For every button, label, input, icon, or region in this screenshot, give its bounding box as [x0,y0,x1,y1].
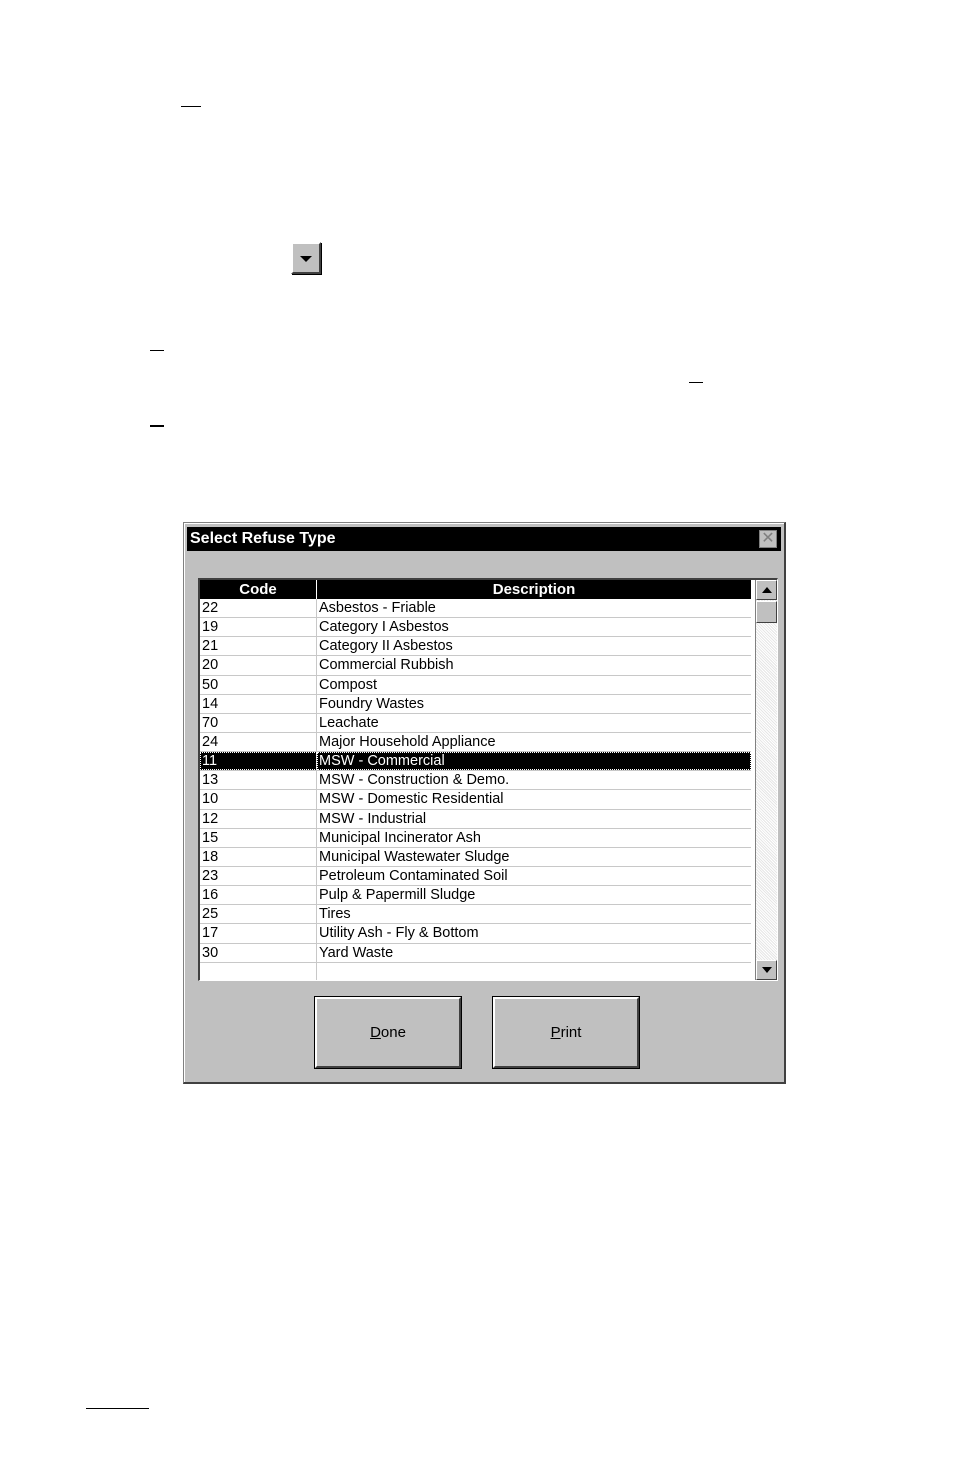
chevron-down-icon [300,256,312,262]
cell-code: 14 [200,695,317,713]
arrow-down-icon [762,967,772,973]
page-mark [150,350,164,351]
cell-description: Pulp & Papermill Sludge [319,887,476,904]
page-mark [181,106,201,107]
cell-description: MSW - Industrial [319,810,427,827]
table-row[interactable] [200,637,751,656]
print-button[interactable]: P rint [493,997,639,1068]
page-footer-rule [86,1408,149,1409]
cell-code: 18 [200,848,317,866]
cell-code: 12 [200,810,317,828]
table-row[interactable] [200,695,751,714]
cell-description: MSW - Construction & Demo. [319,772,510,789]
cell-code: 10 [200,790,317,808]
cell-code: 25 [200,905,317,923]
cell-description: MSW - Domestic Residential [319,791,504,808]
table-row[interactable] [200,886,751,905]
cell-description: Major Household Appliance [319,733,496,750]
table-row[interactable] [200,867,751,886]
cell-description: Compost [319,676,378,693]
cell-code: 13 [200,771,317,789]
cell-code: 19 [200,618,317,636]
table-row[interactable] [200,771,751,790]
cell-description: MSW - Commercial [317,752,751,770]
cell-code: 15 [200,829,317,847]
select-refuse-type-dialog [183,522,786,1084]
table-row[interactable] [200,599,751,618]
cell-description: Foundry Wastes [319,695,425,712]
empty-row [200,963,751,981]
table-row[interactable] [200,924,751,943]
dropdown-button[interactable] [291,242,321,274]
table-row[interactable] [200,790,751,809]
table-row[interactable] [200,944,751,963]
scroll-down-button[interactable] [756,960,777,980]
cell-code: 17 [200,924,317,942]
scroll-thumb[interactable] [756,601,777,623]
cell-code: 23 [200,867,317,885]
table-row[interactable] [200,618,751,637]
cell-code: 30 [200,944,317,962]
cell-description: Utility Ash - Fly & Bottom [319,925,479,942]
table-row[interactable] [200,752,751,771]
dialog-title: Select Refuse Type [190,530,336,547]
table-row[interactable] [200,733,751,752]
cell-description: Category I Asbestos [319,619,449,636]
cell-code: 50 [200,676,317,694]
page-mark [150,425,164,427]
scroll-up-button[interactable] [756,580,777,600]
table-row[interactable] [200,848,751,867]
title-bar[interactable] [187,527,781,551]
cell-code: 24 [200,733,317,751]
cell-description: Yard Waste [319,944,394,961]
cell-code: 21 [200,637,317,655]
cell-description: Petroleum Contaminated Soil [319,867,508,884]
cell-description: Tires [319,906,351,923]
cell-description: Municipal Wastewater Sludge [319,848,510,865]
close-icon[interactable]: ✕ [759,530,777,548]
table-row[interactable] [200,905,751,924]
done-button[interactable]: D one [315,997,461,1068]
cell-description: Commercial Rubbish [319,657,454,674]
cell-code: 22 [200,599,317,617]
cell-code: 11 [200,752,317,770]
vertical-scrollbar[interactable] [755,580,777,980]
cell-description: Category II Asbestos [319,638,453,655]
refuse-type-grid[interactable] [198,578,778,981]
cell-code: 70 [200,714,317,732]
arrow-up-icon [762,587,772,593]
cell-description: Municipal Incinerator Ash [319,829,481,846]
table-row[interactable] [200,714,751,733]
cell-code: 16 [200,886,317,904]
grid-header [200,580,751,599]
cell-description: Leachate [319,714,379,731]
table-row[interactable] [200,656,751,675]
column-header-code[interactable]: Code [200,580,317,599]
table-row[interactable] [200,810,751,829]
table-row[interactable] [200,829,751,848]
table-row[interactable] [200,676,751,695]
column-header-description[interactable]: Description [492,581,576,598]
cell-code: 20 [200,656,317,674]
page-mark [689,382,703,383]
cell-description: Asbestos - Friable [319,600,436,616]
